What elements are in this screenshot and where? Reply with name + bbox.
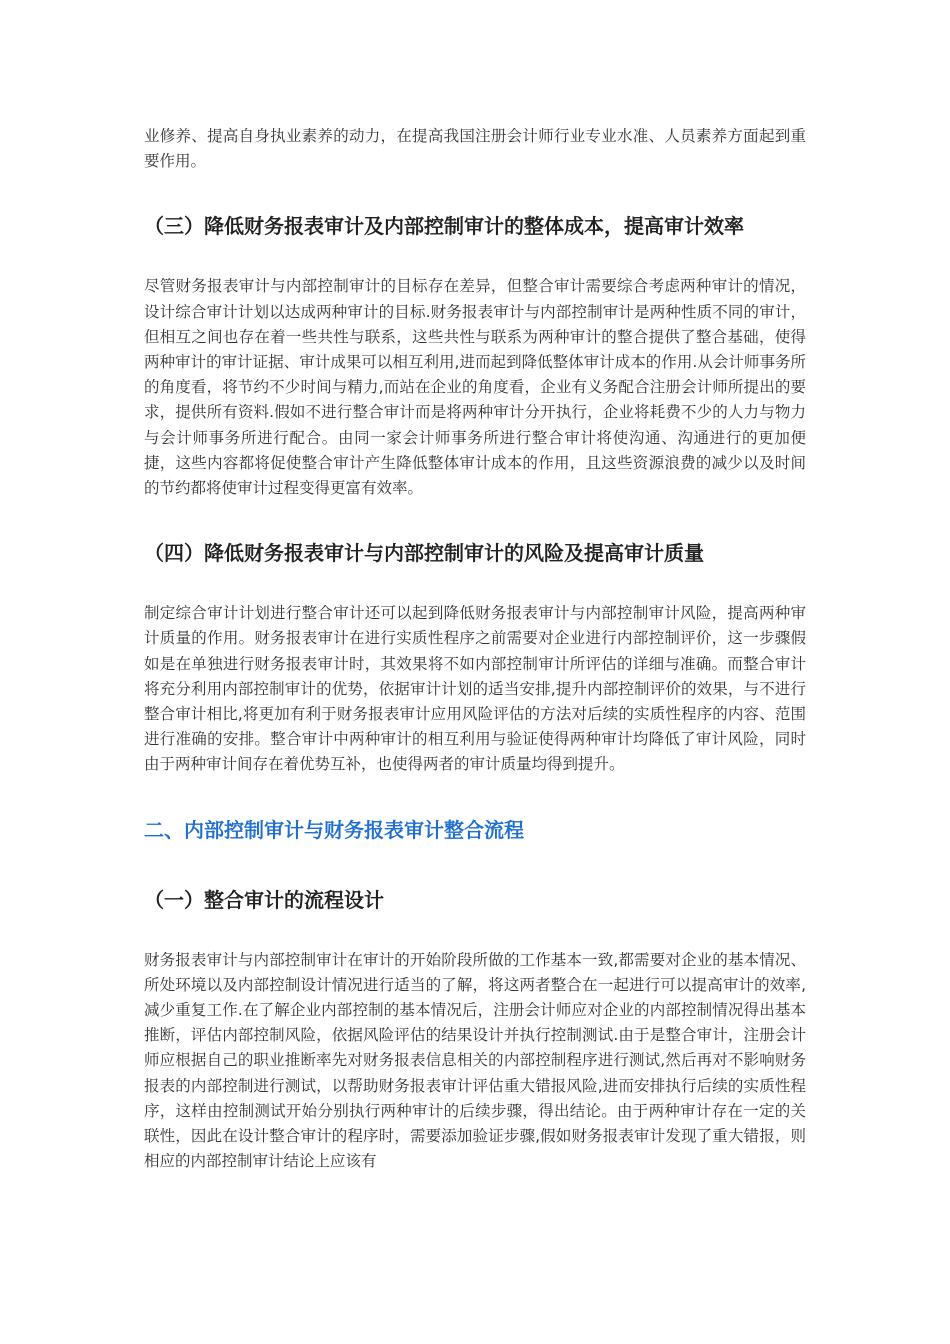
paragraph-risk-quality: 制定综合审计计划进行整合审计还可以起到降低财务报表审计与内部控制审计风险，提高两种审计质量的作用。财务报表审计在进行实质性程序之前需要对企业进行内部控制评价，这一步骤假如是在单独进行财务报表审计时，其效果将不如内部控制审计所评估的详细与准确。而整合审计将充分利用内部控制审计的优势，依据审计计划的适当安排,提升内部控制评价的效果，与不进行整合审计相比,将更加有利于财务报表审计应用风险评估的方法对后续的实质性程序的内容、范围进行准确的安排。整合审计中两种审计的相互利用与验证使得两种审计均降低了审计风险，同时由于两种审计间存在着优势互补，也使得两者的审计质量均得到提升。 — [144, 604, 806, 774]
paragraph-process-design: 财务报表审计与内部控制审计在审计的开始阶段所做的工作基本一致,都需要对企业的基本情况、所处环境以及内部控制设计情况进行适当的了解，将这两者整合在一起进行可以提高审计的效率,减少重复工作.在了解企业内部控制的基本情况后，注册会计师应对企业的内部控制情况得出基本推断，评估内部控制风险，依据风险评估的结果设计并执行控制测试.由于是整合审计，注册会计师应根据自己的职业推断率先对财务报表信息相关的内部控制程序进行测试,然后再对不影响财务报表的内部控制进行测试，以帮助财务报表审计评估重大错报风险,进而安排执行后续的实质性程序，这样由控制测试开始分别执行两种审计的后续步骤，得出结论。由于两种审计存在一定的关联性，因此在设计整合审计的程序时，需要添加验证步骤,假如财务报表审计发现了重大错报，则相应的内部控制审计结论上应该有 — [144, 950, 806, 1171]
section-heading-4: （四）降低财务报表审计与内部控制审计的风险及提高审计质量 — [144, 541, 704, 566]
section-heading-1: （一）整合审计的流程设计 — [144, 887, 384, 912]
document-body — [144, 124, 806, 1174]
paragraph-cost-efficiency: 尽管财务报表审计与内部控制审计的目标存在差异，但整合审计需要综合考虑两种审计的情况，设计综合审计计划以达成两种审计的目标.财务报表审计与内部控制审计是两种性质不同的审计，但相互之间也存在着一些共性与联系，这些共性与联系为两种审计的整合提供了整合基础，使得两种审计的审计证据、审计成果可以相互利用,进而起到降低整体审计成本的作用.从会计师事务所的角度看，将节约不少时间与精力,而站在企业的角度看，企业有义务配合注册会计师所提出的要求，提供所有资料.假如不进行整合审计而是将两种审计分开执行，企业将耗费不少的人力与物力与会计师事务所进行配合。由同一家会计师事务所进行整合审计将使沟通、沟通进行的更加便捷，这些内容都将促使整合审计产生降低整体审计成本的作用，且这些资源浪费的减少以及时间的节约都将使审计过程变得更富有效率。 — [144, 277, 806, 498]
section-heading-3: （三）降低财务报表审计及内部控制审计的整体成本，提高审计效率 — [144, 214, 744, 239]
chapter-heading-2: 二、内部控制审计与财务报表审计整合流程 — [144, 817, 524, 842]
paragraph-continuation: 业修养、提高自身执业素养的动力，在提高我国注册会计师行业专业水准、人员素养方面起到重要作用。 — [144, 127, 806, 171]
